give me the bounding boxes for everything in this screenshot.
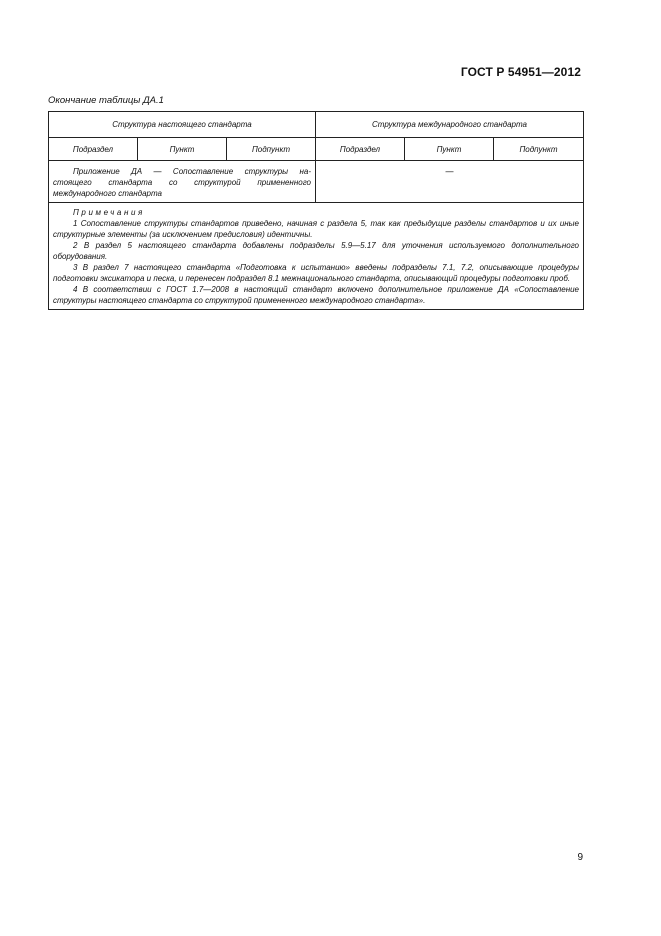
notes-title: Примечания: [73, 208, 145, 217]
column-header-clause: Пункт: [138, 138, 227, 161]
table-row: [49, 161, 584, 203]
structure-comparison-table: [48, 111, 584, 310]
table-notes-row: [49, 203, 584, 310]
appendix-da-line: стоящего стандарта со структурой примененного: [53, 178, 311, 187]
notes-cell: [49, 203, 584, 310]
note-item: 3 В раздел 7 настоящего стандарта «Подготовка к испытанию» введены подразделы 7.1, 7.2, описывающие процедуры подготовки эксикатора и песка, и перенесен подраздел 8.1 межнационального стандарта, описывающий процедуры подготовки проб.: [53, 263, 579, 283]
document-code: ГОСТ Р 54951—2012: [460, 65, 581, 79]
appendix-da-line: международного стандарта: [53, 189, 162, 198]
column-header-clause: Пункт: [405, 138, 494, 161]
group-header-current-standard: Структура настоящего стандарта: [49, 112, 316, 138]
note-item: 1 Сопоставление структуры стандартов приведено, начиная с раздела 5, так как предыдущие разделы стандартов и их иные структурные элементы (за исключением предисловия) идентичны.: [53, 219, 579, 239]
note-item: 4 В соответствии с ГОСТ 1.7—2008 в настоящий стандарт включено дополнительное приложение ДА «Сопоставление структуры настоящего стандарта со структурой примененного международного стандарта».: [53, 285, 579, 305]
table-caption: Окончание таблицы ДА.1: [48, 95, 164, 106]
column-header-subclause: Подпункт: [494, 138, 584, 161]
column-header-subclause: Подпункт: [227, 138, 316, 161]
table-group-header-row: [49, 112, 584, 138]
note-item: 2 В раздел 5 настоящего стандарта добавлены подразделы 5.9—5.17 для уточнения используемого дополнительного оборудования.: [53, 241, 579, 261]
column-header-subsection: Подраздел: [316, 138, 405, 161]
group-header-international-standard: Структура международного стандарта: [316, 112, 584, 138]
table-column-header-row: [49, 138, 584, 161]
appendix-da-line: Приложение ДА — Сопоставление структуры на-: [73, 167, 311, 176]
appendix-da-cell: [49, 161, 316, 203]
page-number: 9: [577, 852, 583, 863]
appendix-da-international-cell: [316, 161, 584, 203]
empty-dash: —: [445, 167, 454, 176]
column-header-subsection: Подраздел: [49, 138, 138, 161]
